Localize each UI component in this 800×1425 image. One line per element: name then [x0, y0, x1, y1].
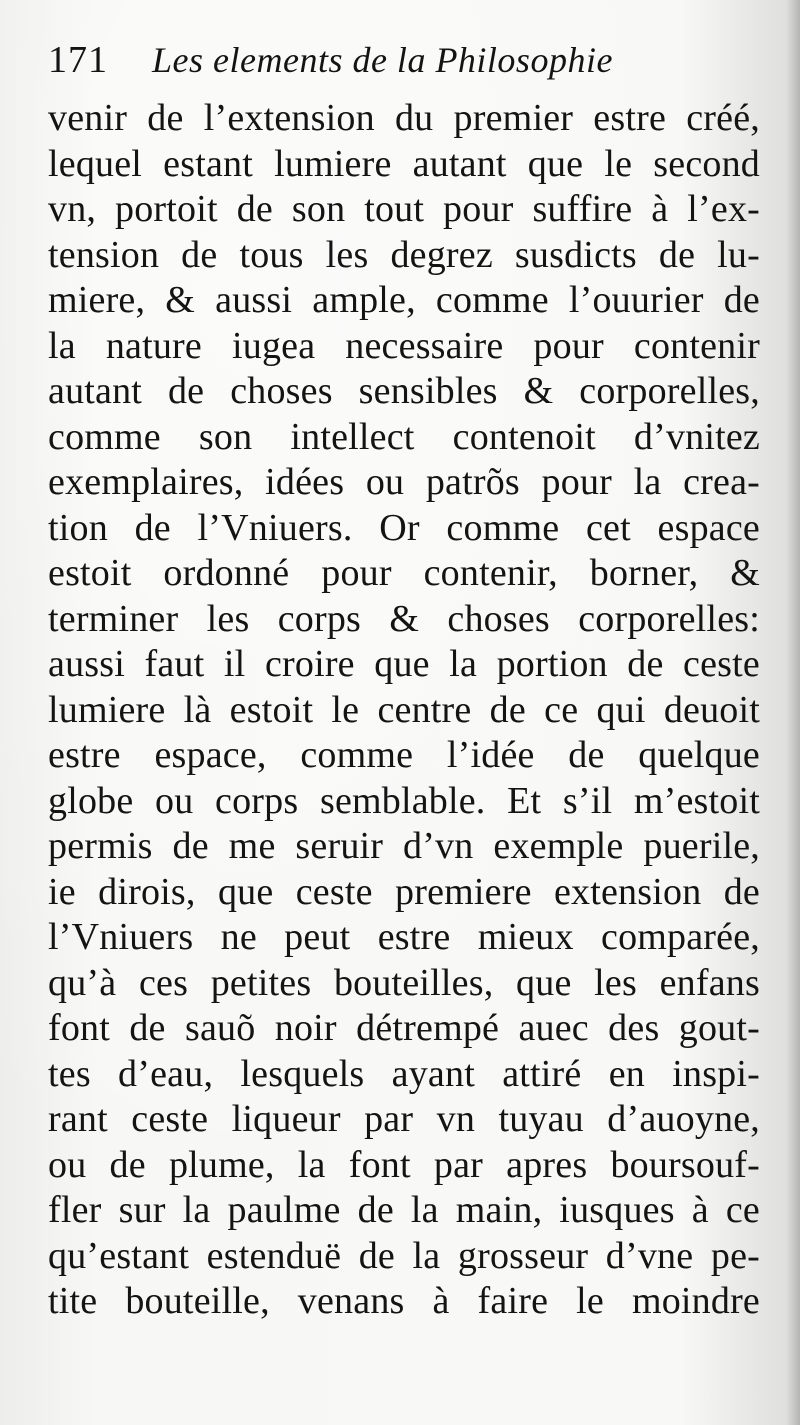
text-line-21: font de sauõ noir détrempé auec des gout-: [48, 1007, 760, 1049]
page-header: [48, 38, 668, 86]
text-line-7: autant de choses sensibles & corporelles,: [48, 370, 760, 412]
text-line-15: estre espace, comme l’idée de quelque: [48, 734, 760, 776]
text-line-6: la nature iugea necessaire pour contenir: [48, 324, 760, 367]
text-line-11: estoit ordonné pour contenir, borner, &: [48, 552, 760, 594]
text-line-13: aussi faut il croire que la portion de ceste: [48, 643, 760, 685]
text-line-3: vn, portoit de son tout pour suffire à l’ex-: [48, 188, 760, 230]
text-line-27: tite bouteille, venans à faire le moindre: [48, 1280, 760, 1322]
text-line-2: lequel estant lumiere autant que le second: [48, 142, 760, 185]
text-line-4: tension de tous les degrez susdicts de lu-: [48, 233, 760, 276]
page-number: 171: [48, 39, 108, 81]
text-line-16: globe ou corps semblable. Et s’il m’estoit: [48, 779, 760, 822]
text-line-18: ie dirois, que ceste premiere extension de: [48, 870, 760, 913]
text-line-23: rant ceste liqueur par vn tuyau d’auoyne,: [48, 1098, 760, 1140]
text-line-10: tion de l’Vniuers. Or comme cet espace: [48, 506, 760, 549]
text-line-9: exemplaires, idées ou patrõs pour la crea-: [48, 461, 760, 503]
running-title: Les elements de la Philosophie: [152, 40, 613, 80]
text-line-24: ou de plume, la font par apres boursouf-: [48, 1143, 760, 1186]
text-line-26: qu’estant estenduë de la grosseur d’vne pe-: [48, 1234, 760, 1277]
text-line-12: terminer les corps & choses corporelles:: [48, 597, 760, 640]
text-line-17: permis de me seruir d’vn exemple puerile,: [48, 825, 760, 867]
text-line-1: venir de l’extension du premier estre créé,: [48, 97, 760, 139]
text-line-14: lumiere là estoit le centre de ce qui deuoit: [48, 688, 760, 731]
body-text: [48, 96, 760, 1325]
text-line-19: l’Vniuers ne peut estre mieux comparée,: [48, 916, 760, 958]
text-line-5: miere, & aussi ample, comme l’ouurier de: [48, 279, 760, 321]
page-edge-shadow: [786, 0, 800, 1425]
text-line-22: tes d’eau, lesquels ayant attiré en inspi-: [48, 1052, 760, 1095]
text-line-20: qu’à ces petites bouteilles, que les enfans: [48, 961, 760, 1004]
text-line-8: comme son intellect contenoit d’vnitez: [48, 415, 760, 458]
text-line-25: fler sur la paulme de la main, iusques à ce: [48, 1189, 760, 1231]
